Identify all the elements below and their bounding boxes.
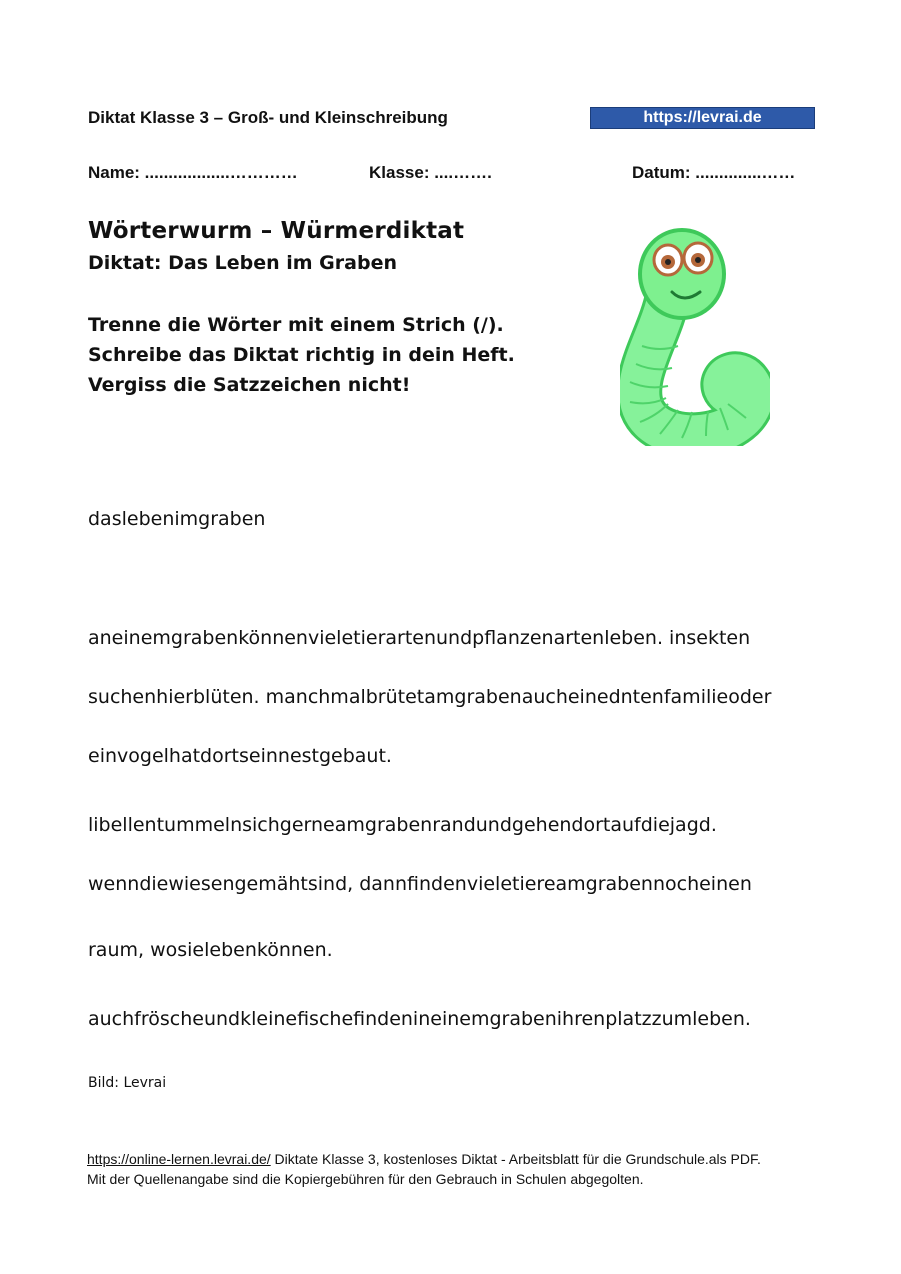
dictation-line: daslebenimgraben [88, 508, 266, 530]
footer-source-link[interactable]: https://online-lernen.levrai.de/ [87, 1151, 271, 1167]
worksheet-header-title: Diktat Klasse 3 – Groß- und Kleinschreibung [88, 108, 448, 127]
worksheet-title: Wörterwurm – Würmerdiktat [88, 218, 465, 244]
instruction-line: Trenne die Wörter mit einem Strich (/). [88, 314, 504, 336]
dictation-line: wenndiewiesengemähtsind, dannfindenvieletiereamgrabennocheinen [88, 873, 752, 895]
instruction-line: Vergiss die Satzzeichen nicht! [88, 374, 411, 396]
footer-description: Diktate Klasse 3, kostenloses Diktat - Arbeitsblatt für die Grundschule.als PDF. [270, 1151, 761, 1167]
dictation-line: aneinemgrabenkönnenvieletierartenundpflanzenartenleben. insekten [88, 627, 751, 649]
date-field: Datum: ..............…… [632, 163, 796, 182]
instruction-line: Schreibe das Diktat richtig in dein Heft. [88, 344, 515, 366]
class-field: Klasse: ....……. [369, 163, 492, 182]
dictation-subtitle: Diktat: Das Leben im Graben [88, 252, 397, 274]
footer-copyright-note: Mit der Quellenangabe sind die Kopiergebühren für den Gebrauch in Schulen abgegolten. [87, 1171, 644, 1187]
dictation-line: raum, wosielebenkönnen. [88, 939, 333, 961]
footer-line [87, 1151, 761, 1167]
levrai-url-badge[interactable]: https://levrai.de [590, 107, 815, 129]
name-field: Name: ..................………… [88, 163, 298, 182]
worm-icon [620, 226, 770, 446]
dictation-line: auchfröscheundkleinefischefindenineinemgrabenihrenplatzzumleben. [88, 1008, 751, 1030]
dictation-line: suchenhierblüten. manchmalbrütetamgrabenaucheinedntenfamilieoder [88, 686, 772, 708]
image-credit: Bild: Levrai [88, 1075, 167, 1091]
dictation-line: libellentummelnsichgerneamgrabenrandundgehendortaufdiejagd. [88, 814, 717, 836]
dictation-line: einvogelhatdortseinnestgebaut. [88, 745, 392, 767]
